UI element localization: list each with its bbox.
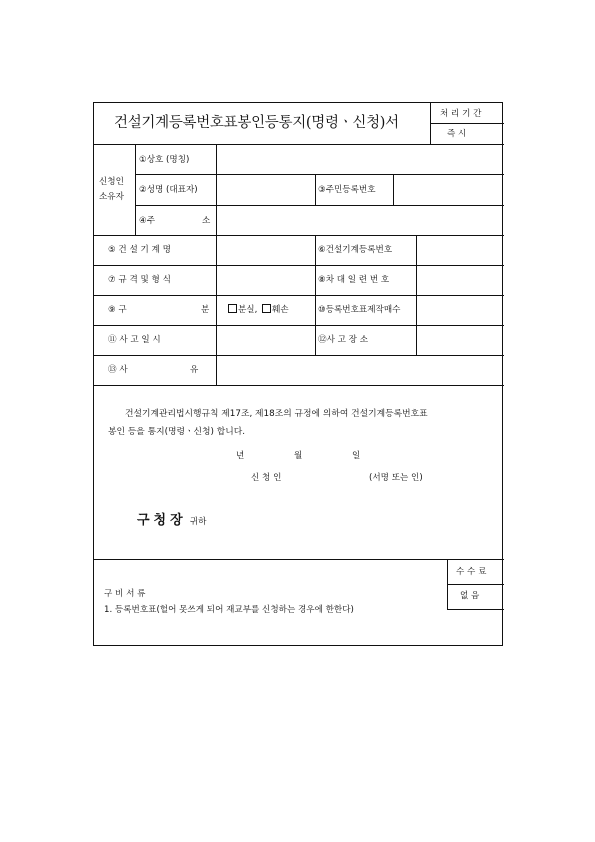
body-line-1: 건설기계관리법시행규칙 제17조, 제18조의 규정에 의하여 건설기계등록번호표 (125, 409, 428, 419)
category-label-left: ⑨ 구 (108, 305, 127, 315)
spec-type-value[interactable] (217, 266, 314, 294)
address-label-suffix: 소 (202, 216, 211, 226)
machine-reg-no-label: ⑥건설기계등록번호 (318, 245, 393, 255)
spec-type-label: ⑦ 규 격 및 형 식 (108, 275, 171, 285)
address-value[interactable] (217, 206, 503, 234)
fee-value: 없 음 (460, 591, 480, 601)
lost-checkbox[interactable] (228, 304, 237, 313)
resident-no-divider-left (315, 174, 316, 205)
machine-mid-divider-left (315, 235, 316, 355)
address-label-prefix: ④주 (139, 216, 156, 226)
recipient-suffix: 귀하 (189, 517, 207, 527)
recipient (137, 513, 206, 530)
signature-note: (서명 또는 인) (369, 473, 423, 483)
footer-top-line (94, 559, 504, 560)
form-title: 건설기계등록번호표봉인등통지(명령ㆍ신청)서 (114, 115, 399, 131)
trade-name-label: ①상호 (명칭) (139, 155, 190, 165)
reason-label-left: ⑬ 사 (108, 365, 128, 375)
category-label-right: 분 (201, 305, 210, 315)
date-month: 월 (294, 451, 303, 461)
machine-name-value[interactable] (217, 236, 314, 264)
trade-name-value[interactable] (217, 145, 503, 173)
date-year: 년 (236, 451, 245, 461)
applicant-signature-label: 신 청 인 (251, 473, 282, 483)
applicant-group-label-line2: 소유자 (99, 192, 124, 202)
plate-count-value[interactable] (417, 296, 503, 324)
reason-value[interactable] (217, 356, 503, 384)
machine-reg-no-value[interactable] (417, 236, 503, 264)
lost-option-label: 분실, (238, 305, 258, 315)
accident-place-label: ⑫사 고 장 소 (318, 335, 368, 345)
machine-name-label: ⑤ 건 설 기 계 명 (108, 245, 171, 255)
applicant-group-label-line1: 신청인 (99, 177, 124, 187)
reason-label-right: 유 (190, 365, 199, 375)
processing-period-value: 즉 시 (447, 129, 467, 139)
fee-bottom-line (447, 609, 504, 610)
documents-item-1: 1. 등록번호표(헐어 못쓰게 되어 재교부를 신청하는 경우에 한한다) (104, 605, 354, 615)
recipient-main: 구청장 (137, 513, 187, 528)
applicant-group-divider (135, 144, 136, 235)
chassis-no-label: ⑧차 대 일 련 번 호 (318, 275, 390, 285)
date-day: 일 (352, 451, 361, 461)
fee-mid-line (447, 584, 504, 585)
registration-plate-seal-notice-form (93, 102, 503, 646)
accident-date-value[interactable] (217, 326, 314, 354)
name-label: ②성명 (대표자) (139, 185, 198, 195)
damaged-option-label: 훼손 (272, 305, 289, 315)
documents-title: 구 비 서 류 (104, 589, 146, 599)
processing-period-label: 처 리 기 간 (440, 109, 482, 119)
category-options (228, 304, 289, 316)
accident-place-value[interactable] (417, 326, 503, 354)
fee-label: 수 수 료 (456, 567, 487, 577)
row-line-8 (94, 385, 504, 386)
body-line-2: 봉인 등을 통지(명령ㆍ신청) 합니다. (108, 427, 246, 437)
chassis-no-value[interactable] (417, 266, 503, 294)
processing-divider (430, 123, 504, 124)
resident-no-label: ③주민등록번호 (318, 185, 376, 195)
plate-count-label: ⑩등록번호표제작매수 (318, 305, 401, 315)
name-value[interactable] (217, 175, 314, 204)
damaged-checkbox[interactable] (262, 304, 271, 313)
accident-date-label: ⑪ 사 고 일 시 (108, 335, 161, 345)
resident-no-value[interactable] (394, 175, 503, 204)
